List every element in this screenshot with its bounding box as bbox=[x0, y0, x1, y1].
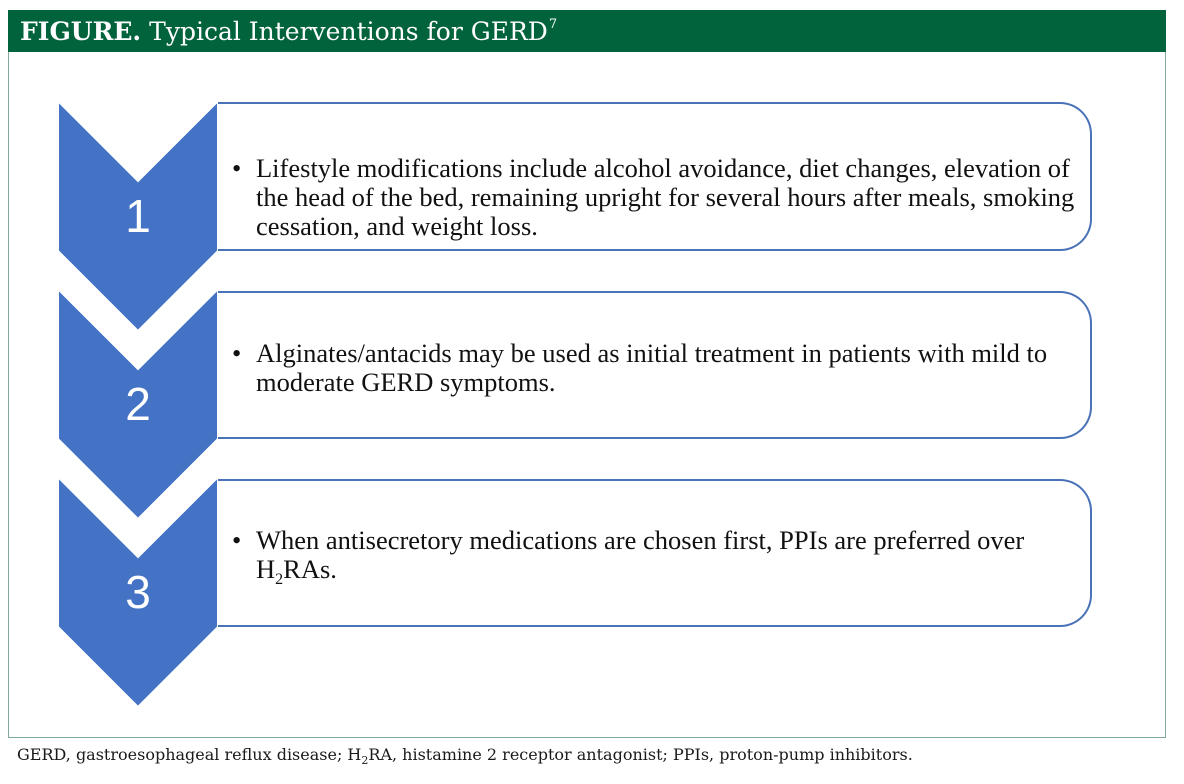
step-text-1: Lifestyle modifications include alcohol avoidance, diet changes, elevation of the head of the bed, remaining upright for several hours after meals, smoking cessation, and weight loss. bbox=[256, 153, 1075, 241]
bullet-1: • bbox=[232, 153, 242, 183]
step-number-3: 3 bbox=[125, 566, 151, 618]
footnote-part-1: GERD, gastroesophageal reflux disease; H bbox=[17, 745, 362, 764]
figure-label: FIGURE. bbox=[20, 16, 142, 46]
step-text-3-main: When antisecretory medications are chosen first, PPIs are preferred over H bbox=[256, 525, 1025, 584]
step-text-3 bbox=[256, 525, 1080, 588]
footnote-subscript: 2 bbox=[361, 754, 369, 767]
step-box-1 bbox=[218, 102, 1092, 251]
bullet-3: • bbox=[232, 525, 242, 555]
step-box-3 bbox=[218, 479, 1092, 627]
step-box-2 bbox=[218, 291, 1092, 439]
step-text-2: Alginates/antacids may be used as initial treatment in patients with mild to moderate GERD symptoms. bbox=[256, 338, 1048, 397]
step-text-3-subscript: 2 bbox=[275, 571, 284, 588]
footnote bbox=[17, 745, 913, 767]
step-number-1: 1 bbox=[125, 190, 151, 242]
figure-reference: 7 bbox=[548, 16, 558, 32]
step-number-2: 2 bbox=[125, 378, 151, 430]
figure-header bbox=[8, 10, 1166, 52]
figure-title: Typical Interventions for GERD bbox=[149, 16, 548, 46]
footnote-part-2: RA, histamine 2 receptor antagonist; PPIs, proton-pump inhibitors. bbox=[368, 745, 913, 764]
step-text-3-end: RAs. bbox=[283, 554, 337, 584]
bullet-2: • bbox=[232, 338, 242, 368]
